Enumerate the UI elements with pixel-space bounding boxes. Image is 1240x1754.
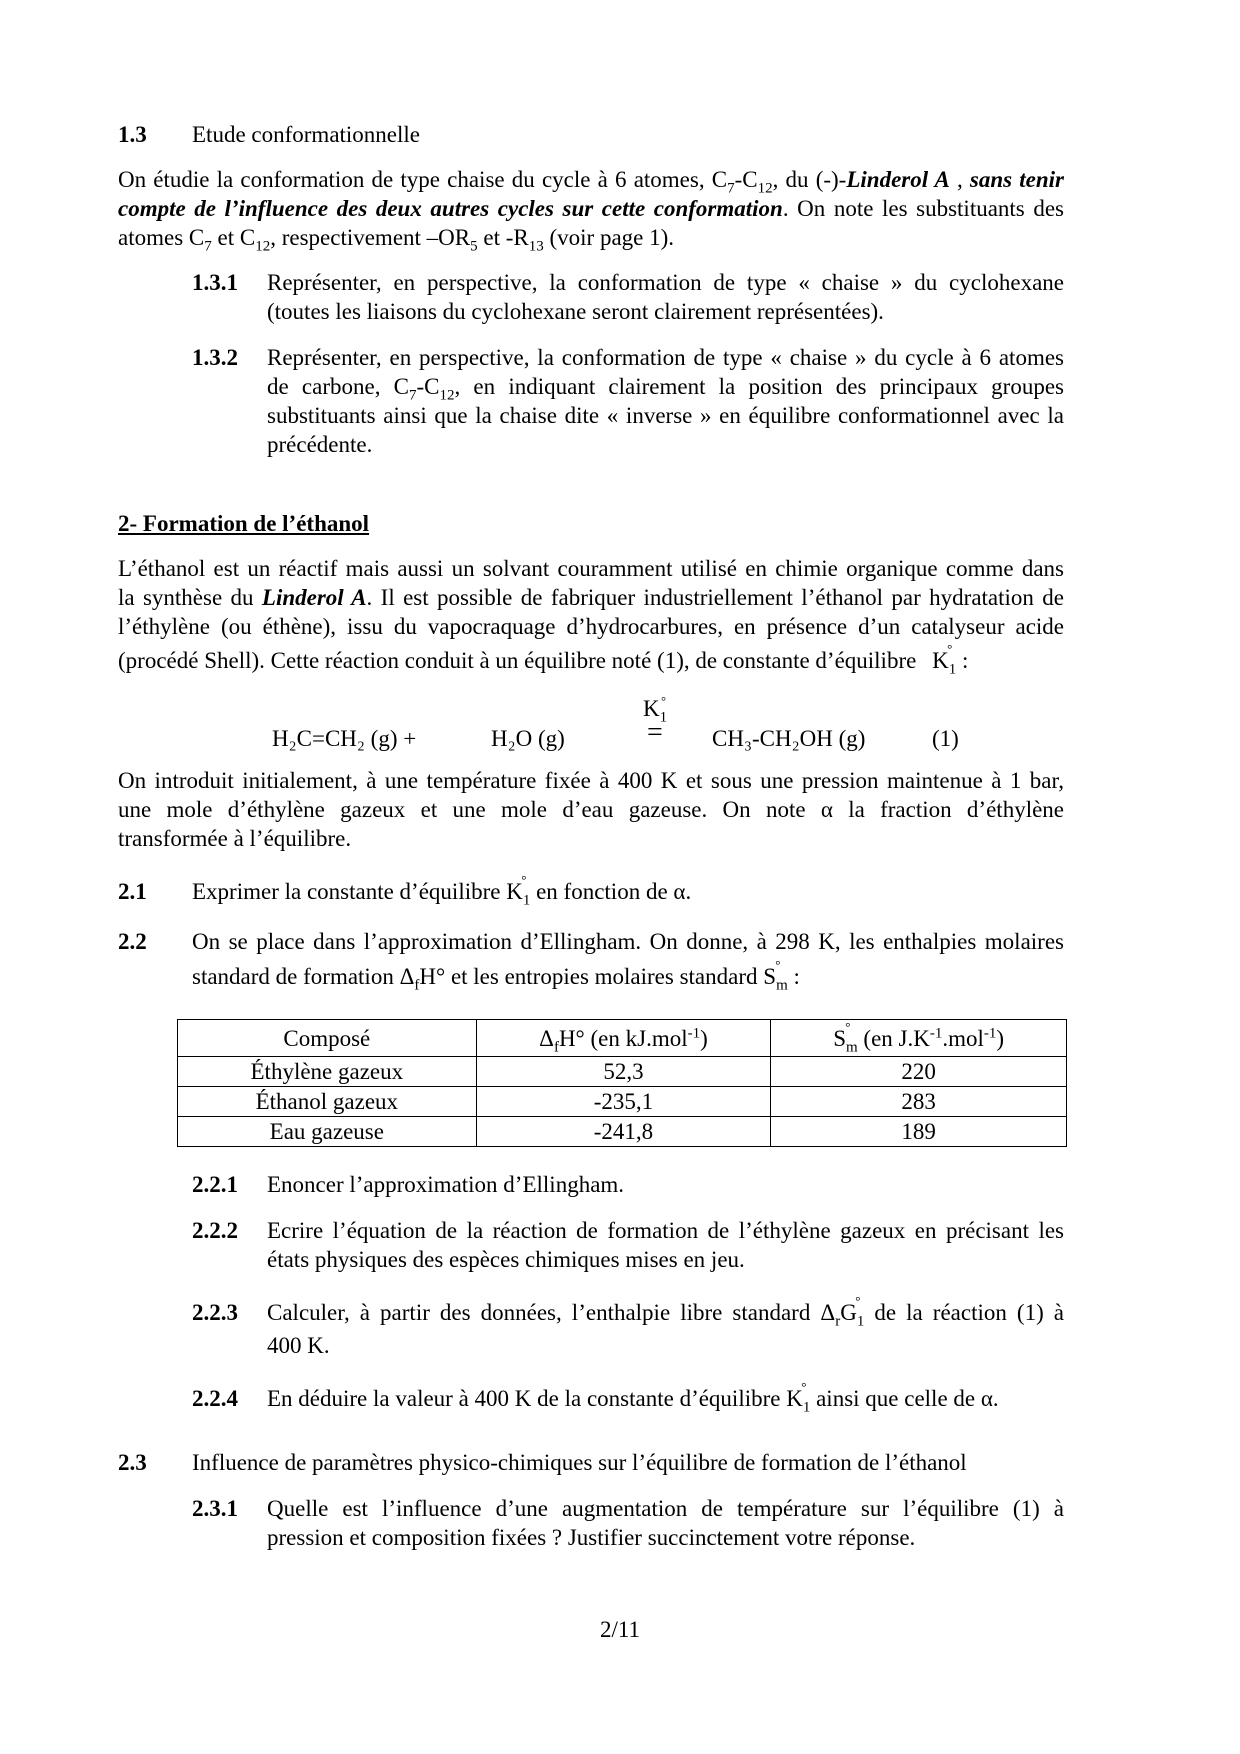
page-number: 2/11 bbox=[599, 1617, 641, 1642]
table-header: $\Delta_fH^\circ$ (en kJ.mol$^{-1}$) bbox=[476, 1020, 771, 1057]
question-number: 1.3.1 bbox=[192, 270, 238, 295]
question-number: 2.2.2 bbox=[192, 1218, 238, 1243]
paragraph-line: la synthèse du Linderol A. Il est possible de fabriquer industriellement l’éthanol par hydratation de bbox=[118, 585, 1064, 610]
question-number: 2.3 bbox=[118, 1450, 147, 1475]
question-text: Calculer, à partir des données, l’enthalpie libre standard $\Delta_rG_1$ ° de la réaction (1) à bbox=[267, 1293, 1064, 1330]
question-text: Quelle est l’influence d’une augmentation de température sur l’équilibre (1) à bbox=[267, 1496, 1064, 1521]
question-text: En déduire la valeur à 400 K de la constante d’équilibre $K_1$ ° ainsi que celle de α. bbox=[267, 1379, 999, 1416]
question-text: Influence de paramètres physico-chimiques sur l’équilibre de formation de l’éthanol bbox=[192, 1450, 967, 1475]
table-cell: Eau gazeuse bbox=[178, 1117, 477, 1147]
question-number: 2.2 bbox=[118, 929, 147, 954]
table-cell: Éthylène gazeux bbox=[178, 1057, 477, 1087]
question-text: On se place dans l’approximation d’Ellingham. On donne, à 298 K, les enthalpies molaires bbox=[192, 929, 1064, 954]
question-text: 400 K. bbox=[267, 1333, 330, 1358]
question-number: 1.3.2 bbox=[192, 345, 238, 370]
table-cell: Éthanol gazeux bbox=[178, 1087, 477, 1117]
table-cell: 52,3 bbox=[476, 1057, 771, 1087]
table-cell: -235,1 bbox=[476, 1087, 771, 1117]
table-cell: 283 bbox=[771, 1087, 1067, 1117]
question-text: de carbone, $C_7-C_{12}$, en indiquant clairement la position des principaux groupes bbox=[267, 374, 1064, 404]
question-text: standard de formation $\Delta_fH^\circ$ et les entropies molaires standard $S_m$ ° : bbox=[192, 957, 800, 994]
table-cell: 220 bbox=[771, 1057, 1067, 1087]
table-header: $S_m$ ° (en $J.K^{-1}.mol^{-1}$) bbox=[771, 1020, 1067, 1057]
question-number: 2.2.3 bbox=[192, 1300, 238, 1325]
table-row bbox=[178, 1057, 1067, 1087]
question-number: 2.3.1 bbox=[192, 1496, 238, 1521]
equation-reactant: H₂O (g) bbox=[491, 726, 565, 751]
k1-symbol: $K_1$ ° bbox=[932, 641, 957, 678]
section-title: Etude conformationnelle bbox=[192, 122, 421, 147]
paragraph-line: On introduit initialement, à une température fixée à 400 K et sous une pression maintenue à 1 bar, bbox=[118, 768, 1064, 793]
question-text: Ecrire l’équation de la réaction de formation de l’éthylène gazeux en précisant les bbox=[267, 1218, 1064, 1243]
table-header: Composé bbox=[178, 1020, 477, 1057]
paragraph-line: l’éthylène (ou éthène), issu du vapocraquage d’hydrocarbures, en présence d’un catalyseur acide bbox=[118, 614, 1064, 639]
table-header-row bbox=[178, 1020, 1067, 1057]
thermo-data-table bbox=[177, 1019, 1067, 1147]
section-heading: 2- Formation de l’éthanol bbox=[118, 511, 370, 536]
equilibrium-constant-label: $K_1^\circ$ bbox=[643, 694, 668, 726]
equation-label: (1) bbox=[932, 726, 959, 751]
paragraph-line: une mole d’éthylène gazeux et une mole d’eau gazeuse. On note α la fraction d’éthylène bbox=[118, 797, 1064, 822]
k1-symbol: $K_1$ ° bbox=[786, 1379, 811, 1416]
question-text: substituants ainsi que la chaise dite « inverse » en équilibre conformationnel avec la bbox=[267, 403, 1064, 428]
question-number: 2.2.1 bbox=[192, 1172, 238, 1197]
table-row bbox=[178, 1117, 1067, 1147]
table-cell: -241,8 bbox=[476, 1117, 771, 1147]
paragraph-line: atomes $C_7$ et $C_{12}$, respectivement $-OR_5$ et $-R_{13}$ (voir page 1). bbox=[118, 225, 675, 255]
table-row bbox=[178, 1087, 1067, 1117]
question-text: (toutes les liaisons du cyclohexane seront clairement représentées). bbox=[267, 299, 884, 324]
question-text: Représenter, en perspective, la conformation de type « chaise » du cyclohexane bbox=[267, 270, 1064, 295]
equilibrium-sign: = bbox=[647, 717, 663, 748]
table-cell: 189 bbox=[771, 1117, 1067, 1147]
sm-symbol: $S_m$ ° bbox=[763, 957, 788, 994]
paragraph-line: compte de l’influence des deux autres cycles sur cette conformation. On note les substituants des bbox=[118, 196, 1064, 221]
k1-symbol: $K_1$ ° bbox=[506, 872, 531, 909]
paragraph-line: (procédé Shell). Cette réaction conduit à un équilibre noté (1), de constante d’équilibre $K_1$ ° : bbox=[118, 641, 969, 678]
question-text: Exprimer la constante d’équilibre $K_1$ ° en fonction de α. bbox=[192, 872, 692, 909]
question-number: 2.1 bbox=[118, 879, 147, 904]
equation-product: CH₃-CH₂OH (g) bbox=[712, 726, 866, 751]
question-text: états physiques des espèces chimiques mises en jeu. bbox=[267, 1247, 745, 1272]
question-text: Enoncer l’approximation d’Ellingham. bbox=[267, 1172, 625, 1197]
question-text: Représenter, en perspective, la conformation de type « chaise » du cycle à 6 atomes bbox=[267, 345, 1064, 370]
paragraph-line: transformée à l’équilibre. bbox=[118, 826, 352, 851]
section-number: 1.3 bbox=[118, 122, 147, 147]
question-number: 2.2.4 bbox=[192, 1386, 238, 1411]
paragraph-line: On étudie la conformation de type chaise du cycle à 6 atomes, $C_7-C_{12}$, du (-)-Linderol A , sans tenir bbox=[118, 167, 1064, 197]
paragraph-line: L’éthanol est un réactif mais aussi un solvant couramment utilisé en chimie organique comme dans bbox=[118, 556, 1064, 581]
equation-reactant: H₂C=CH₂ (g) + bbox=[272, 726, 417, 751]
question-text: précédente. bbox=[267, 432, 373, 457]
question-text: pression et composition fixées ? Justifier succinctement votre réponse. bbox=[267, 1525, 916, 1550]
